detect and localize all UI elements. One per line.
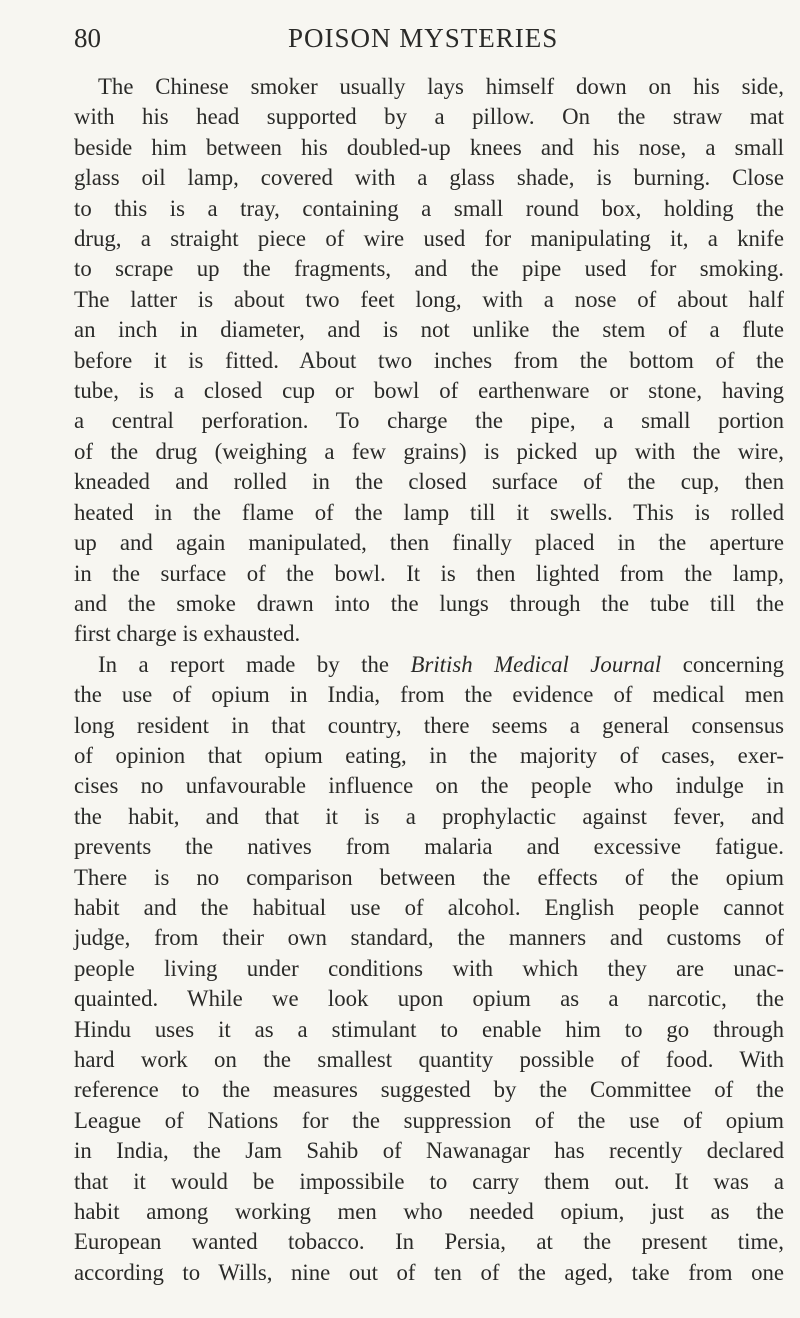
text-line: long resident in that country, there seems a general consensus: [74, 712, 784, 738]
text-line: of opinion that opium eating, in the majority of cases, exer-: [74, 742, 784, 768]
text-run: concerning: [661, 651, 784, 677]
text-line: first charge is exhausted.: [74, 621, 301, 647]
text-line: in the surface of the bowl. It is then lighted from the lamp,: [74, 560, 784, 586]
text-line: to scrape up the fragments, and the pipe used for smoking.: [74, 256, 784, 282]
text-line: The latter is about two feet long, with a nose of about half: [74, 286, 784, 312]
body-text: [74, 72, 784, 1288]
text-line: according to Wills, nine out of ten of the aged, take from one: [74, 1259, 784, 1285]
text-line: habit and the habitual use of alcohol. English people cannot: [74, 894, 784, 920]
text-line: cises no unfavourable influence on the people who indulge in: [74, 773, 784, 799]
text-run: In a report made by the: [98, 651, 411, 677]
text-line: to this is a tray, containing a small round box, holding the: [74, 195, 784, 221]
running-title: POISON MYSTERIES: [288, 23, 559, 53]
text-line: hard work on the smallest quantity possible of food. With: [74, 1047, 784, 1072]
text-line: of the drug (weighing a few grains) is picked up with the wire,: [74, 438, 784, 464]
text-line: habit among working men who needed opium, just as the: [74, 1199, 784, 1225]
text-line: up and again manipulated, then finally placed in the aperture: [74, 530, 784, 556]
page-number: 80: [74, 23, 101, 53]
text-line: European wanted tobacco. In Persia, at the present time,: [74, 1229, 784, 1255]
text-line: in India, the Jam Sahib of Nawanagar has recently declared: [74, 1138, 784, 1164]
text-line: the habit, and that it is a prophylactic against fever, and: [74, 803, 784, 829]
journal-title: British Medical Journal: [410, 651, 662, 677]
text-line: the use of opium in India, from the evidence of medical men: [74, 682, 784, 708]
text-line: a central perforation. To charge the pipe, a small portion: [74, 408, 784, 434]
text-line: people living under conditions with which they are unac-: [74, 955, 784, 981]
text-line: quainted. While we look upon opium as a narcotic, the: [74, 986, 784, 1012]
text-line: tube, is a closed cup or bowl of earthenware or stone, having: [74, 378, 784, 404]
text-line: prevents the natives from malaria and excessive fatigue.: [74, 834, 784, 860]
text-line: kneaded and rolled in the closed surface of the cup, then: [74, 469, 784, 495]
text-line: judge, from their own standard, the manners and customs of: [74, 925, 784, 951]
text-line: glass oil lamp, covered with a glass shade, is burning. Close: [74, 165, 784, 191]
text-line: and the smoke drawn into the lungs through the tube till the: [74, 590, 784, 616]
text-line: There is no comparison between the effects of the opium: [74, 864, 784, 890]
text-line: that it would be impossibile to carry them out. It was a: [74, 1168, 784, 1194]
text-line: beside him between his doubled-up knees and his nose, a small: [74, 134, 784, 160]
text-line: Hindu uses it as a stimulant to enable him to go through: [74, 1016, 784, 1042]
text-line: before it is fitted. About two inches from the bottom of the: [74, 347, 784, 373]
text-line: reference to the measures suggested by the Committee of the: [74, 1077, 784, 1103]
text-line: an inch in diameter, and is not unlike the stem of a flute: [74, 317, 784, 343]
text-line: heated in the flame of the lamp till it swells. This is rolled: [74, 499, 784, 525]
text-line: [74, 650, 784, 680]
text-line: The Chinese smoker usually lays himself down on his side,: [98, 74, 784, 99]
text-line: with his head supported by a pillow. On the straw mat: [74, 104, 784, 130]
text-line: drug, a straight piece of wire used for manipulating it, a knife: [74, 226, 784, 252]
page-header: [74, 22, 784, 58]
text-line: League of Nations for the suppression of the use of opium: [74, 1107, 784, 1133]
